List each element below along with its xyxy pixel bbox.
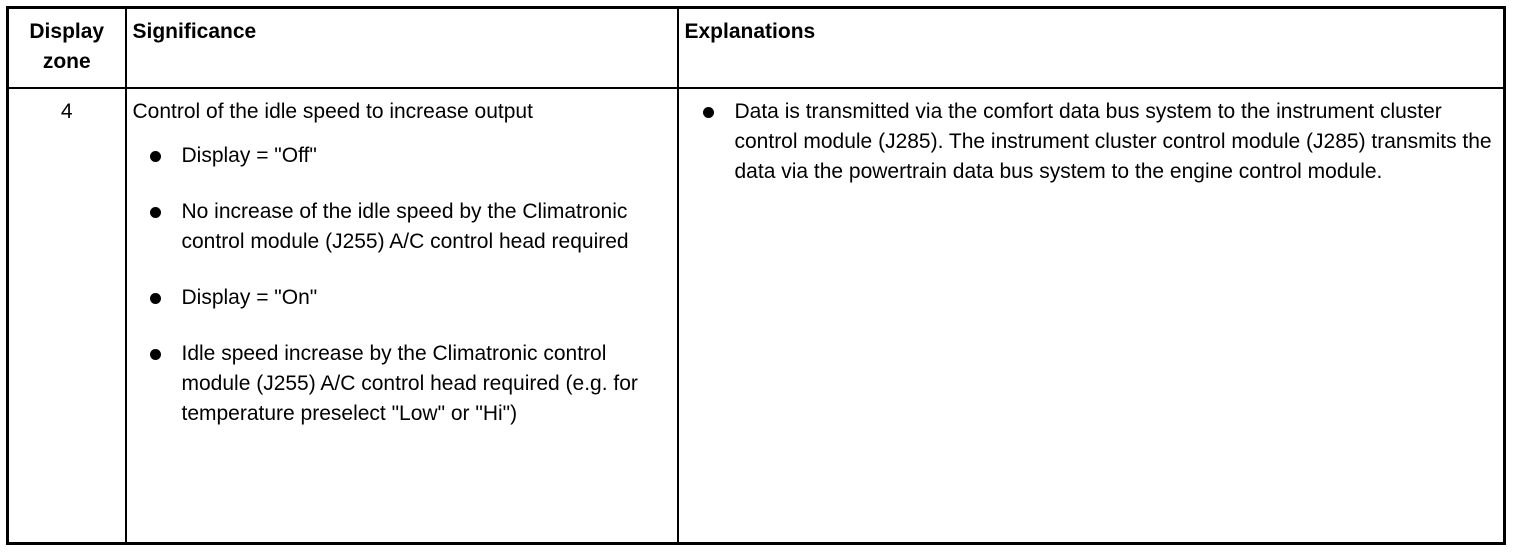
list-item <box>133 141 671 171</box>
bullet-icon <box>703 107 714 118</box>
table-header-row <box>8 8 1505 89</box>
bullet-icon <box>150 207 161 218</box>
table-row <box>8 88 1505 544</box>
significance-cell <box>126 88 678 544</box>
header-explanations: Explanations <box>678 8 1505 89</box>
list-item <box>133 197 671 257</box>
significance-bullet-list <box>133 141 671 429</box>
bullet-text: Display = "On" <box>181 286 318 309</box>
bullet-text: No increase of the idle speed by the Climatronic control module (J255) A/C control head required <box>181 200 629 253</box>
explanation-text: Data is transmitted via the comfort data bus system to the instrument cluster control module (J285). The instrument cluster control module (J285) transmits the data via the powertrain data bus system to the engine control module. <box>734 100 1492 183</box>
header-significance: Significance <box>126 8 678 89</box>
bullet-text: Display = "Off" <box>181 144 317 167</box>
bullet-icon <box>150 151 161 162</box>
list-item <box>133 283 671 313</box>
significance-intro: Control of the idle speed to increase output <box>132 100 533 123</box>
bullet-icon <box>150 293 161 304</box>
list-item <box>133 339 671 429</box>
header-display-zone <box>8 8 126 89</box>
header-display-zone-line1: Display <box>29 20 105 43</box>
zone-cell: 4 <box>8 88 126 544</box>
bullet-icon <box>150 349 161 360</box>
display-zone-table <box>6 6 1506 545</box>
bullet-text: Idle speed increase by the Climatronic control module (J255) A/C control head required (e.g. for temperature preselect "Low" or "Hi") <box>181 342 638 425</box>
explanations-cell <box>678 88 1505 544</box>
header-display-zone-line2: zone <box>42 50 91 73</box>
list-item <box>703 97 1498 187</box>
explanations-bullet-list <box>703 97 1498 187</box>
